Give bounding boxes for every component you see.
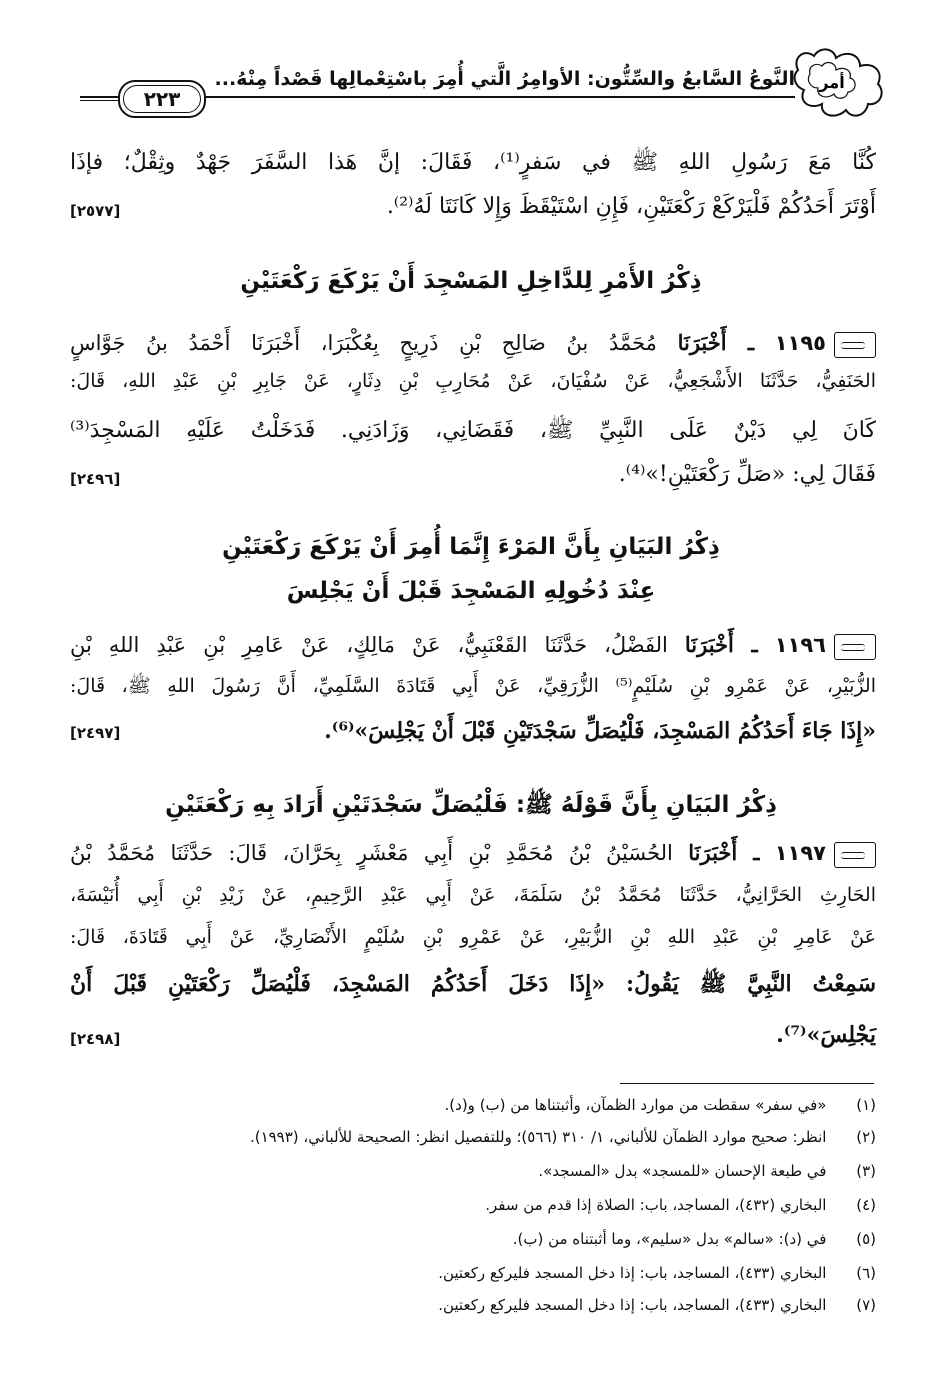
header-rule-short	[80, 100, 120, 101]
text-line: الحَنَفِيُّ، حَدَّثَنَا الأَشْجَعِيُّ، عَنْ سُفْيَانَ، عَنْ مُحَارِبِ بْنِ دِثَارٍ، عَنْ جَابِرِ بْنِ عَبْدِ اللهِ، قَالَ:	[70, 370, 876, 392]
footnote-text: «في سفر» سقطت من موارد الظمآن، وأثبتناها من (ب) و(د).	[444, 1096, 827, 1114]
reference-number: [٢٤٩٨]	[70, 1030, 121, 1048]
text-line: الزُّبَيْرِ، عَنْ عَمْرِو بْنِ سُلَيْمٍ⁽⁵⁾ الزُّرَقِيِّ، عَنْ أَبِي قَتَادَةَ السَّلَمِيِّ، أَنَّ رَسُولَ اللهِ ﷺ، قَالَ:	[70, 675, 877, 697]
text-line: سَمِعْتُ النَّبِيَّ ﷺ يَقُولُ: «إِذَا دَخَلَ أَحَدُكُمُ المَسْجِدَ، فَلْيُصَلِّ رَكْعَتَيْنِ قَبْلَ أَنْ	[70, 971, 876, 997]
footnote	[70, 1296, 876, 1314]
chain-text: مُحَمَّدُ بنُ صَالِحِ بْنِ ذَرِيحٍ بِعُكْبَرَا، أَخْبَرَنَا أَحْمَدُ بنُ جَوَّاسٍ	[70, 331, 657, 355]
section-heading-line: عِنْدَ دُخُولِهِ المَسْجِدَ قَبْلَ أَنْ يَجْلِسَ	[286, 578, 656, 604]
hadith-marker-icon	[834, 634, 876, 660]
akhbarana: ـ أَخْبَرَنَا	[677, 330, 755, 355]
footnote-text: البخاري (٤٣٣)، المساجد، باب: إذا دخل المسجد فليركع ركعتين.	[438, 1264, 827, 1282]
hadith-number: ١١٩٧	[774, 841, 826, 865]
hadith-first-line	[70, 632, 876, 660]
hadith-marker-icon	[834, 332, 876, 358]
text-line: عَنْ عَامِرِ بْنِ عَبْدِ اللهِ بْنِ الزُّبَيْرِ، عَنْ عَمْرِو بْنِ سُلَيْمٍ الأَنْصَارِيِّ، عَنْ أَبِي قَتَادَةَ، قَالَ:	[70, 926, 876, 948]
footnote	[70, 1264, 876, 1282]
footnote-number: (٤)	[856, 1196, 876, 1214]
badge-label: أمر	[819, 73, 845, 92]
text-line: أَوْتَرَ أَحَدُكُمْ فَلْيَرْكَعْ رَكْعَتَيْنِ، فَإِنِ اسْتَيْقَظَ وَإِلا كَانَتَا لَهُ⁽²⁾.	[386, 194, 876, 219]
chain-text: الفَضْلُ، حَدَّثَنَا القَعْنَبِيُّ، عَنْ مَالِكٍ، عَنْ عَامِرِ بْنِ عَبْدِ اللهِ بْنِ	[70, 633, 668, 657]
footnote-number: (٧)	[856, 1296, 876, 1314]
footnote-text: البخاري (٤٣٢)، المساجد، باب: الصلاة إذا قدم من سفر.	[485, 1196, 827, 1214]
footnote-separator	[620, 1083, 874, 1084]
footnote	[70, 1230, 876, 1248]
footnote	[70, 1196, 876, 1214]
page-number: ٢٢٣	[118, 80, 206, 118]
text-line: فَقَالَ لِي: «صَلِّ رَكْعَتَيْنِ!»⁽⁴⁾.	[618, 462, 876, 487]
section-heading: ذِكْرُ الأَمْرِ لِلدَّاخِلِ المَسْجِدَ أَنْ يَرْكَعَ رَكْعَتَيْنِ	[240, 268, 702, 294]
footnote-text: انظر: صحيح موارد الظمآن للألباني، ١/ ٣١٠ (٥٦٦)؛ وللتفصيل انظر: الصحيحة للألباني، (١٩٩٣).	[249, 1128, 827, 1146]
footnote	[70, 1096, 876, 1114]
footnote-text: في طبعة الإحسان «للمسجد» بدل «المسجد».	[538, 1162, 827, 1180]
footnote-number: (٦)	[856, 1264, 876, 1282]
reference-number: [٢٤٩٧]	[70, 724, 121, 742]
footnote	[70, 1162, 876, 1180]
hadith-first-line	[70, 330, 876, 358]
footnote-number: (٢)	[856, 1128, 876, 1146]
running-header-title: النَّوعُ السَّابعُ والسِّتُّون: الأوامِرُ الَّتي أُمِرَ باسْتِعْمالِها قَصْداً مِنْهُ...	[214, 68, 795, 90]
hadith-first-line	[70, 840, 876, 868]
akhbarana: ـ أَخْبَرَنَا	[684, 632, 758, 657]
text-line: الحَارِثِ الحَرَّانِيُّ، حَدَّثَنَا مُحَمَّدُ بْنُ سَلَمَةَ، عَنْ أَبِي عَبْدِ الرَّحِيمِ، عَنْ زَيْدِ بْنِ أَبِي أُنَيْسَةَ،	[70, 884, 876, 906]
hadith-number: ١١٩٦	[774, 633, 826, 657]
akhbarana: ـ أَخْبَرَنَا	[688, 840, 760, 865]
hadith-number: ١١٩٥	[774, 331, 826, 355]
section-heading: ذِكْرُ البَيَانِ بِأَنَّ قَوْلَهُ ﷺ: فَلْيُصَلِّ سَجْدَتَيْنِ أَرَادَ بِهِ رَكْعَتَيْنِ	[165, 792, 777, 818]
footnote-number: (٥)	[856, 1230, 876, 1248]
text-line: كُنَّا مَعَ رَسُولِ اللهِ ﷺ في سَفرٍ⁽¹⁾، فَقَالَ: إنَّ هَذا السَّفَرَ جَهْدٌ وثِقْلٌ؛ فإذَا	[70, 150, 877, 175]
hadith-marker-icon	[834, 842, 876, 868]
text-line: كَانَ لِي دَيْنٌ عَلَى النَّبِيِّ ﷺ، فَقَضَانِي، وَزَادَنِي. فَدَخَلْتُ عَلَيْهِ المَسْجِدَ⁽³⁾	[70, 418, 876, 443]
text-line: «إِذَا جَاءَ أَحَدُكُمُ المَسْجِدَ، فَلْيُصَلِّ سَجْدَتَيْنِ قَبْلَ أَنْ يَجْلِسَ»⁽⁶⁾.	[324, 718, 876, 744]
chain-text: الحُسَيْنُ بْنُ مُحَمَّدِ بْنِ أَبِي مَعْشَرٍ بِحَرَّانَ، قَالَ: حَدَّثَنَا مُحَمَّدُ بْنُ	[70, 841, 673, 865]
chapter-badge-icon	[790, 40, 890, 125]
reference-number: [٢٥٧٧]	[70, 202, 121, 220]
footnote-number: (١)	[856, 1096, 876, 1114]
footnote-number: (٣)	[856, 1162, 876, 1180]
reference-number: [٢٤٩٦]	[70, 470, 121, 488]
footnote-text: البخاري (٤٣٣)، المساجد، باب: إذا دخل المسجد فليركع ركعتين.	[438, 1296, 827, 1314]
section-heading-line: ذِكْرُ البَيَانِ بِأَنَّ المَرْءَ إِنَّمَا أُمِرَ أَنْ يَرْكَعَ رَكْعَتَيْنِ	[222, 534, 720, 560]
footnote-text: في (د): «سالم» بدل «سليم»، وما أثبتناه من (ب).	[512, 1230, 827, 1248]
footnote	[70, 1128, 876, 1146]
text-line: يَجْلِسَ»⁽⁷⁾.	[776, 1022, 876, 1048]
